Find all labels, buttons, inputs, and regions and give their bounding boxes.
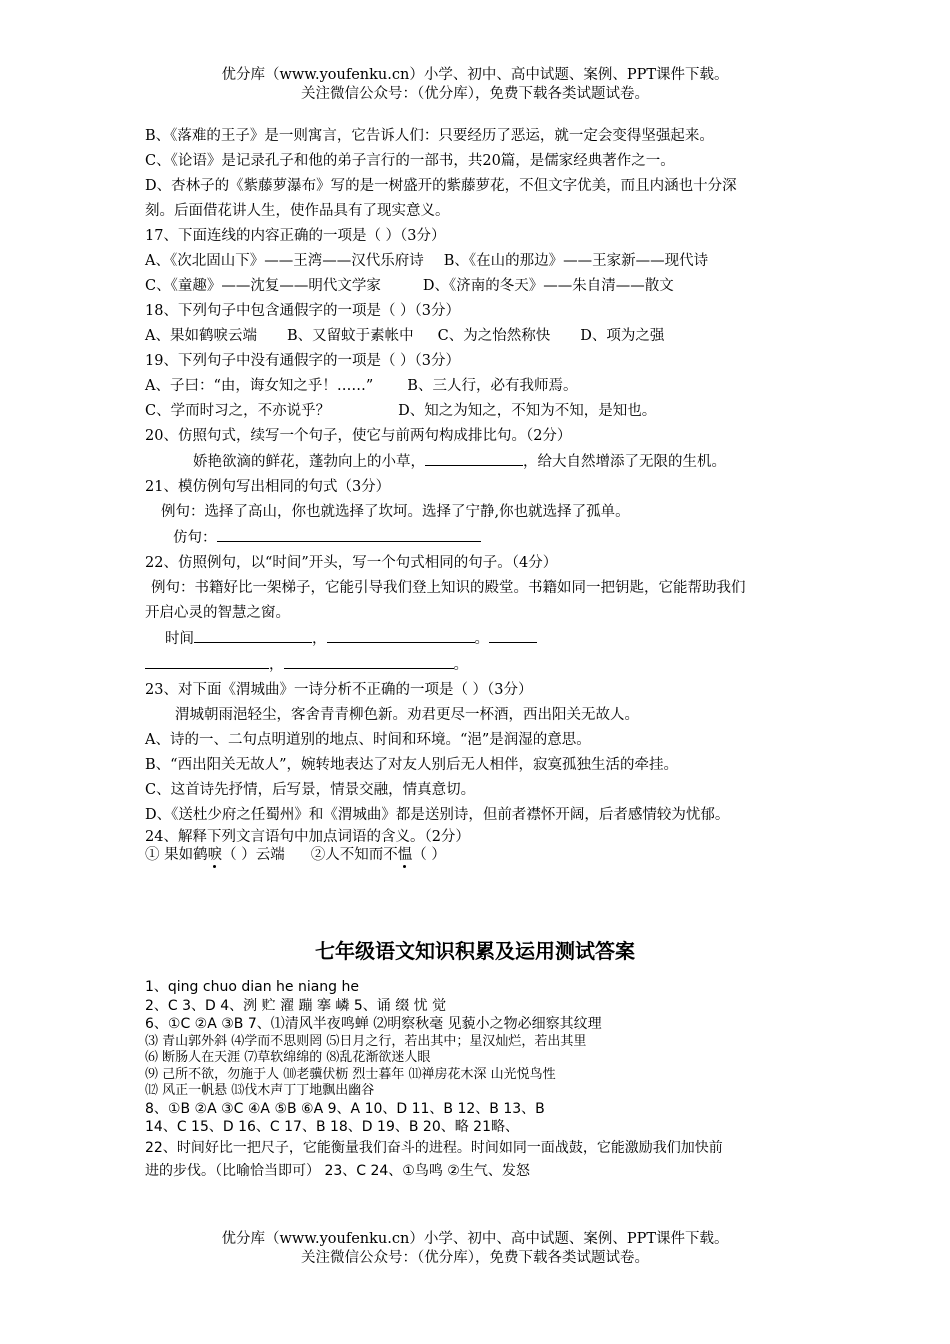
q22-blank-1[interactable] — [194, 626, 312, 643]
q22-answer-line1 — [145, 626, 815, 652]
q24-item2-dotted-word: 愠 — [397, 847, 413, 863]
q22-answer-line2 — [145, 652, 815, 678]
q20-stem: 20、仿照句式，续写一个句子，使它与前两句构成排比句。（2分） — [145, 428, 572, 444]
q22-blank-2[interactable] — [327, 626, 475, 643]
q24-item1-pre: ① 果如鹤 — [145, 847, 208, 863]
page-footer — [0, 1230, 950, 1268]
q16-option-c: C、《论语》是记录孔子和他的弟子言行的一部书，共20篇，是儒家经典著作之一。 — [145, 153, 675, 169]
q19-options-cd — [145, 399, 815, 424]
q16-option-d-line2: 刻。后面借花讲人生，使作品具有了现实意义。 — [145, 203, 450, 219]
q24-stem: 24、解释下列文言语句中加点词语的含义。（2分） — [145, 829, 470, 845]
q17-options-ab — [145, 249, 815, 274]
answer-line-6: ⑼ 己所不欲，勿施于人 ⑽老骥伏枥 烈士暮年 ⑾禅房花木深 山光悦鸟性 — [145, 1066, 556, 1082]
q17-option-b: B、《在山的那边》——王家新——现代诗 — [443, 253, 709, 269]
q18-options — [145, 324, 815, 349]
q21-answer-blank[interactable] — [217, 525, 481, 542]
page-header — [0, 66, 950, 104]
q23-poem: 渭城朝雨浥轻尘，客舍青青柳色新。劝君更尽一杯酒，西出阳关无故人。 — [175, 707, 639, 723]
q22-comma-2: ， — [269, 657, 284, 673]
answers-section — [145, 978, 825, 1183]
q19-stem: 19、下列句子中没有通假字的一项是（ ）（3分） — [145, 353, 461, 369]
header-line-2: 关注微信公众号：（优分库），免费下载各类试题试卷。 — [301, 86, 649, 102]
q22-blank-5[interactable] — [284, 652, 454, 669]
answer-line-10: 22、时间好比一把尺子，它能衡量我们奋斗的进程。时间如同一面战鼓，它能激励我们加快前 — [145, 1139, 723, 1156]
q19-options-ab — [145, 374, 815, 399]
q17-option-d: D、《济南的冬天》——朱自清——散文 — [422, 278, 674, 294]
q22-blank-4[interactable] — [145, 652, 269, 669]
q17-stem: 17、下面连线的内容正确的一项是（ ）（3分） — [145, 228, 446, 244]
header-line-1: 优分库（www.youfenku.cn）小学、初中、高中试题、案例、PPT课件下载。 — [221, 67, 729, 83]
q16-option-d-line1: D、杏林子的《紫藤萝瀑布》写的是一树盛开的紫藤萝花，不但文字优美，而且内涵也十分深 — [145, 178, 737, 194]
q20-text-b: ，给大自然增添了无限的生机。 — [523, 454, 726, 470]
answer-line-3: 6、①C ②A ③B 7、⑴清风半夜鸣蝉 ⑵明察秋毫 见藐小之物必细察其纹理 — [145, 1016, 602, 1032]
q19-option-c: C、学而时习之，不亦说乎？ — [145, 403, 331, 419]
q19-option-a: A、子曰：“由，诲女知之乎！……” — [145, 378, 374, 394]
q21-imitate-line — [145, 525, 815, 551]
q22-example-line1: 例句：书籍好比一架梯子，它能引导我们登上知识的殿堂。书籍如同一把钥匙，它能帮助我们 — [151, 580, 746, 596]
q23-stem: 23、对下面《渭城曲》一诗分析不正确的一项是（ ）（3分） — [145, 682, 533, 698]
q18-option-a: A、果如鹤唳云端 — [145, 328, 257, 344]
q19-option-d: D、知之为知之，不知为不知，是知也。 — [398, 403, 657, 419]
q18-option-c: C、为之怡然称快 — [437, 328, 551, 344]
q22-stem: 22、仿照例句，以“时间”开头，写一个句式相同的句子。（4分） — [145, 555, 558, 571]
q18-option-b: B、又留蚊于素帐中 — [286, 328, 414, 344]
q24-item2-pre: ②人不知而不 — [310, 847, 398, 863]
footer-line-2: 关注微信公众号：（优分库），免费下载各类试题试卷。 — [301, 1250, 649, 1266]
q20-text-a: 娇艳欲滴的鲜花，蓬勃向上的小草， — [193, 454, 425, 470]
q23-option-b: B、“西出阳关无故人”，婉转地表达了对友人别后无人相伴，寂寞孤独生活的牵挂。 — [145, 757, 678, 773]
q16-option-b: B、《落难的王子》是一则寓言，它告诉人们：只要经历了恶运，就一定会变得坚强起来。 — [145, 128, 714, 144]
answer-line-11: 进的步伐。（比喻恰当即可） 23、C 24、①鸟鸣 ②生气、发怒 — [145, 1162, 530, 1179]
answer-line-4: ⑶ 青山郭外斜 ⑷学而不思则罔 ⑸日月之行，若出其中；星汉灿烂，若出其里 — [145, 1033, 587, 1049]
q21-example: 例句：选择了高山，你也就选择了坎坷。选择了宁静,你也就选择了孤单。 — [161, 504, 630, 520]
q24-items — [145, 846, 815, 864]
q23-option-c: C、这首诗先抒情，后写景，情景交融，情真意切。 — [145, 782, 476, 798]
footer-line-1: 优分库（www.youfenku.cn）小学、初中、高中试题、案例、PPT课件下载。 — [221, 1231, 729, 1247]
q18-stem: 18、下列句子中包含通假字的一项是（ ）（3分） — [145, 303, 461, 319]
answer-line-8: 8、①B ②A ③C ④A ⑤B ⑥A 9、A 10、D 11、B 12、B 13、B — [145, 1100, 545, 1117]
q21-stem: 21、模仿例句写出相同的句式（3分） — [145, 479, 391, 495]
q17-options-cd — [145, 274, 815, 299]
q24-item1-post: （ ）云端 — [222, 847, 285, 863]
q20-sentence — [145, 449, 815, 475]
q20-answer-blank[interactable] — [425, 449, 523, 466]
q17-option-a: A、《次北固山下》——王湾——汉代乐府诗 — [145, 253, 424, 269]
answer-line-7: ⑿ 风正一帆悬 ⒀伐木声丁丁地飘出幽谷 — [145, 1083, 375, 1098]
q23-option-a: A、诗的一、二句点明道别的地点、时间和环境。“浥”是润湿的意思。 — [145, 732, 591, 748]
question-section — [145, 124, 815, 864]
q18-option-d: D、项为之强 — [580, 328, 665, 344]
q24-item2-post: （ ） — [412, 847, 446, 863]
answer-line-5: ⑹ 断肠人在天涯 ⑺草软绵绵的 ⑻乱花渐欲迷人眼 — [145, 1050, 431, 1065]
answer-line-9: 14、C 15、D 16、C 17、B 18、D 19、B 20、略 21略、 — [145, 1119, 519, 1135]
q22-blank-3[interactable] — [489, 626, 537, 643]
q19-option-b: B、三人行，必有我师焉。 — [407, 378, 578, 394]
q22-period-2: 。 — [453, 657, 468, 673]
answer-line-1: 1、qing chuo dian he niang he — [145, 979, 360, 995]
q22-example-line2: 开启心灵的智慧之窗。 — [145, 605, 290, 621]
answer-line-2: 2、C 3、D 4、洌 贮 濯 蹦 搴 嶙 5、诵 缀 忧 觉 — [145, 997, 447, 1014]
q22-start-word: 时间 — [165, 631, 194, 647]
q23-option-d: D、《送杜少府之任蜀州》和《渭城曲》都是送别诗，但前者襟怀开阔，后者感情较为忧郁。 — [145, 807, 730, 823]
q21-imitate-label: 仿句： — [173, 530, 217, 546]
answers-title: 七年级语文知识积累及运用测试答案 — [315, 939, 635, 963]
q24-item1-dotted-word: 唳 — [207, 847, 223, 863]
q22-period-1: 。 — [474, 631, 489, 647]
q17-option-c: C、《童趣》——沈复——明代文学家 — [145, 278, 381, 294]
q22-comma-1: ， — [312, 631, 327, 647]
